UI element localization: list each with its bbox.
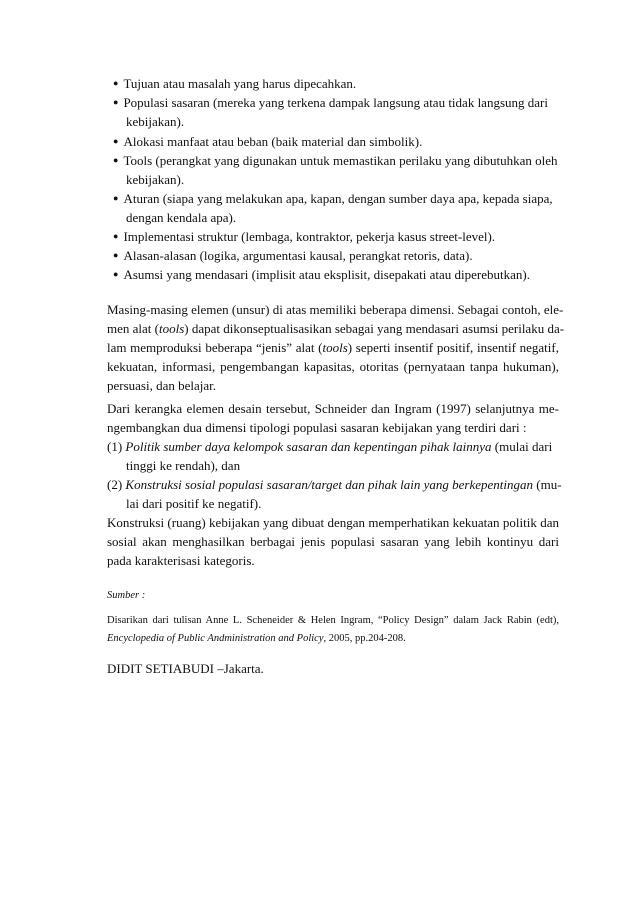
bullet-continuation: dengan kendala apa). bbox=[126, 210, 237, 225]
paragraph-line: Masing-masing elemen (unsur) di atas memiliki beberapa dimensi. Sebagai contoh, ele- bbox=[107, 302, 564, 317]
paragraph-line: sosial akan menghasilkan berbagai jenis populasi sasaran yang lebih kontinyu dari bbox=[107, 534, 559, 549]
bullet-continuation: kebijakan). bbox=[126, 114, 185, 129]
paragraph-line: lam memproduksi beberapa “jenis” alat (tools) seperti insentif positif, insentif negatif, bbox=[107, 340, 559, 355]
bullet-item: ● Tools (perangkat yang digunakan untuk memastikan perilaku yang dibutuhkan oleh bbox=[113, 153, 558, 170]
numbered-item-continuation: tinggi ke rendah), dan bbox=[126, 458, 241, 473]
bullet-item: ● Implementasi struktur (lembaga, kontraktor, pekerja kasus street-level). bbox=[113, 229, 495, 246]
numbered-item: (2) Konstruksi sosial populasi sasaran/target dan pihak lain yang berkepentingan (mu- bbox=[107, 477, 562, 492]
numbered-item: (1) Politik sumber daya kelompok sasaran dan kepentingan pihak lainnya (mulai dari bbox=[107, 439, 553, 454]
bullet-item: ● Alokasi manfaat atau beban (baik material dan simbolik). bbox=[113, 134, 422, 151]
paragraph-line: Dari kerangka elemen desain tersebut, Schneider dan Ingram (1997) selanjutnya me- bbox=[107, 401, 559, 416]
numbered-item-continuation: lai dari positif ke negatif). bbox=[126, 496, 262, 511]
author-line: DIDIT SETIABUDI –Jakarta. bbox=[107, 661, 264, 676]
source-citation: Encyclopedia of Public Andministration and Policy, 2005, pp.204-208. bbox=[107, 633, 406, 644]
bullet-item: ● Asumsi yang mendasari (implisit atau eksplisit, disepakati atau diperebutkan). bbox=[113, 267, 530, 284]
paragraph-line: Konstruksi (ruang) kebijakan yang dibuat dengan memperhatikan kekuatan politik dan bbox=[107, 515, 559, 530]
bullet-item: ● Populasi sasaran (mereka yang terkena dampak langsung atau tidak langsung dari bbox=[113, 95, 548, 112]
bullet-item: ● Alasan-alasan (logika, argumentasi kausal, perangkat retoris, data). bbox=[113, 248, 473, 265]
paragraph-line: kekuatan, informasi, pengembangan kapasitas, otoritas (pernyataan tanpa hukuman), bbox=[107, 359, 559, 374]
paragraph-line: ngembangkan dua dimensi tipologi populasi sasaran kebijakan yang terdiri dari : bbox=[107, 420, 527, 435]
paragraph-line: pada karakterisasi kategoris. bbox=[107, 553, 255, 568]
paragraph-line: men alat (tools) dapat dikonseptualisasikan sebagai yang mendasari asumsi perilaku da- bbox=[107, 321, 565, 336]
bullet-continuation: kebijakan). bbox=[126, 172, 185, 187]
source-label: Sumber : bbox=[107, 590, 146, 601]
paragraph-line: persuasi, dan belajar. bbox=[107, 378, 217, 393]
bullet-item: ● Tujuan atau masalah yang harus dipecahkan. bbox=[113, 76, 356, 93]
bullet-item: ● Aturan (siapa yang melakukan apa, kapan, dengan sumber daya apa, kepada siapa, bbox=[113, 191, 553, 208]
source-citation: Disarikan dari tulisan Anne L. Scheneider & Helen Ingram, “Policy Design” dalam Jack Rabin (edt), bbox=[107, 615, 559, 626]
